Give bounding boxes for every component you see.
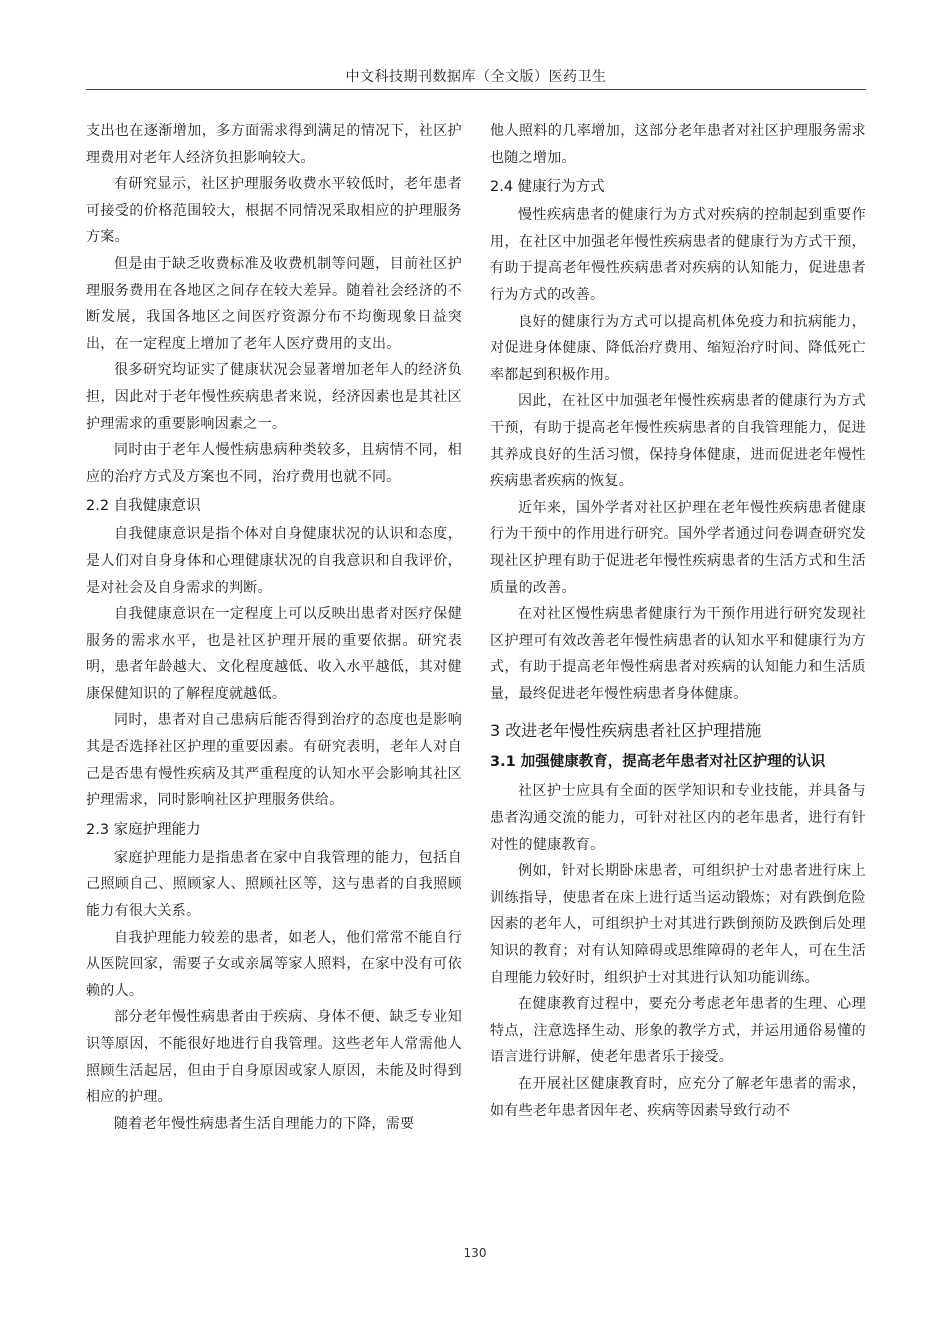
paragraph: 有研究显示，社区护理服务收费水平较低时，老年患者可接受的价格范围较大，根据不同情况采取相应的护理服务方案。 (86, 176, 462, 246)
paragraph: 支出也在逐渐增加，多方面需求得到满足的情况下，社区护理费用对老年人经济负担影响较大。 (86, 123, 462, 166)
paragraph: 近年来，国外学者对社区护理在老年慢性疾病患者健康行为干预中的作用进行研究。国外学者通过问卷调查研究发现社区护理有助于促进老年慢性疾病患者的生活方式和生活质量的改善。 (490, 499, 866, 596)
paragraph: 在开展社区健康教育时，应充分了解老年患者的需求，如有些老年患者因年老、疾病等因素导致行动不 (490, 1076, 866, 1119)
paragraph: 例如，针对长期卧床患者，可组织护士对患者进行床上训练指导，使患者在床上进行适当运动锻炼；对有跌倒危险因素的老年人，可组织护士对其进行跌倒预防及跌倒后处理知识的教育；对有认知障碍或思维障碍的老年人，可在生活自理能力较好时，组织护士对其进行认知功能训练。 (490, 863, 866, 986)
header-divider (86, 89, 866, 90)
paragraph: 在对社区慢性病患者健康行为干预作用进行研究发现社区护理可有效改善老年慢性病患者的认知水平和健康行为方式，有助于提高老年慢性病患者对疾病的认知能力和生活质量，最终促进老年慢性病患者身体健康。 (490, 606, 866, 702)
paragraph: 部分老年慢性病患者由于疾病、身体不便、缺乏专业知识等原因，不能很好地进行自我管理。这些老年人常需他人照顾生活起居，但由于自身原因或家人原因，未能及时得到相应的护理。 (86, 1009, 462, 1106)
section-heading-3: 3 改进老年慢性疾病患者社区护理措施 (490, 721, 762, 741)
paragraph: 慢性疾病患者的健康行为方式对疾病的控制起到重要作用，在社区中加强老年慢性疾病患者的健康行为方式干预，有助于提高老年慢性疾病患者对疾病的认知能力，促进患者行为方式的改善。 (490, 207, 866, 303)
section-heading-2-3: 2.3 家庭护理能力 (86, 821, 201, 838)
running-header: 中文科技期刊数据库（全文版）医药卫生 (345, 69, 607, 85)
paragraph: 他人照料的几率增加，这部分老年患者对社区护理服务需求也随之增加。 (490, 123, 866, 166)
right-column (490, 118, 866, 1124)
section-heading-2-4: 2.4 健康行为方式 (490, 179, 605, 196)
paragraph: 同时由于老年人慢性病患病种类较多，且病情不同，相应的治疗方式及方案也不同，治疗费用也就不同。 (86, 442, 462, 485)
paragraph: 良好的健康行为方式可以提高机体免疫力和抗病能力，对促进身体健康、降低治疗费用、缩短治疗时间、降低死亡率都起到积极作用。 (490, 313, 866, 383)
paragraph: 很多研究均证实了健康状况会显著增加老年人的经济负担，因此对于老年慢性疾病患者来说，经济因素也是其社区护理需求的重要影响因素之一。 (86, 362, 462, 432)
page-number: 130 (463, 1246, 487, 1260)
left-column (86, 118, 462, 1137)
paragraph: 自我健康意识在一定程度上可以反映出患者对医疗保健服务的需求水平，也是社区护理开展的重要依据。研究表明，患者年龄越大、文化程度越低、收入水平越低，其对健康保健知识的了解程度就越低。 (86, 606, 462, 702)
paragraph: 在健康教育过程中，要充分考虑老年患者的生理、心理特点，注意选择生动、形象的教学方式，并运用通俗易懂的语言进行讲解，使老年患者乐于接受。 (490, 996, 866, 1066)
paragraph: 自我护理能力较差的患者，如老人，他们常常不能自行从医院回家，需要子女或亲属等家人照料，在家中没有可依赖的人。 (86, 929, 462, 999)
paragraph: 因此，在社区中加强老年慢性疾病患者的健康行为方式干预，有助于提高老年慢性疾病患者的自我管理能力，促进其养成良好的生活习惯，保持身体健康，进而促进老年慢性疾病患者疾病的恢复。 (490, 393, 866, 490)
paragraph: 同时，患者对自己患病后能否得到治疗的态度也是影响其是否选择社区护理的重要因素。有研究表明，老年人对自己是否患有慢性疾病及其严重程度的认知水平会影响其社区护理需求，同时影响社区护理服务供给。 (86, 712, 462, 809)
paragraph: 随着老年慢性病患者生活自理能力的下降，需要 (114, 1115, 415, 1132)
paragraph: 家庭护理能力是指患者在家中自我管理的能力，包括自己照顾自己、照顾家人、照顾社区等，这与患者的自我照顾能力有很大关系。 (86, 849, 462, 920)
paragraph: 自我健康意识是指个体对自身健康状况的认识和态度，是人们对自身身体和心理健康状况的自我意识和自我评价，是对社会及自身需求的判断。 (86, 526, 462, 596)
section-heading-2-2: 2.2 自我健康意识 (86, 498, 201, 515)
paragraph: 社区护士应具有全面的医学知识和专业技能，并具备与患者沟通交流的能力，可针对社区内的老年患者，进行有针对性的健康教育。 (490, 783, 866, 853)
section-heading-3-1: 3.1 加强健康教育，提高老年患者对社区护理的认识 (490, 754, 826, 771)
paragraph: 但是由于缺乏收费标准及收费机制等问题，目前社区护理服务费用在各地区之间存在较大差异。随着社会经济的不断发展，我国各地区之间医疗资源分布不均衡现象日益突出，在一定程度上增加了老年人医疗费用的支出。 (86, 255, 462, 352)
